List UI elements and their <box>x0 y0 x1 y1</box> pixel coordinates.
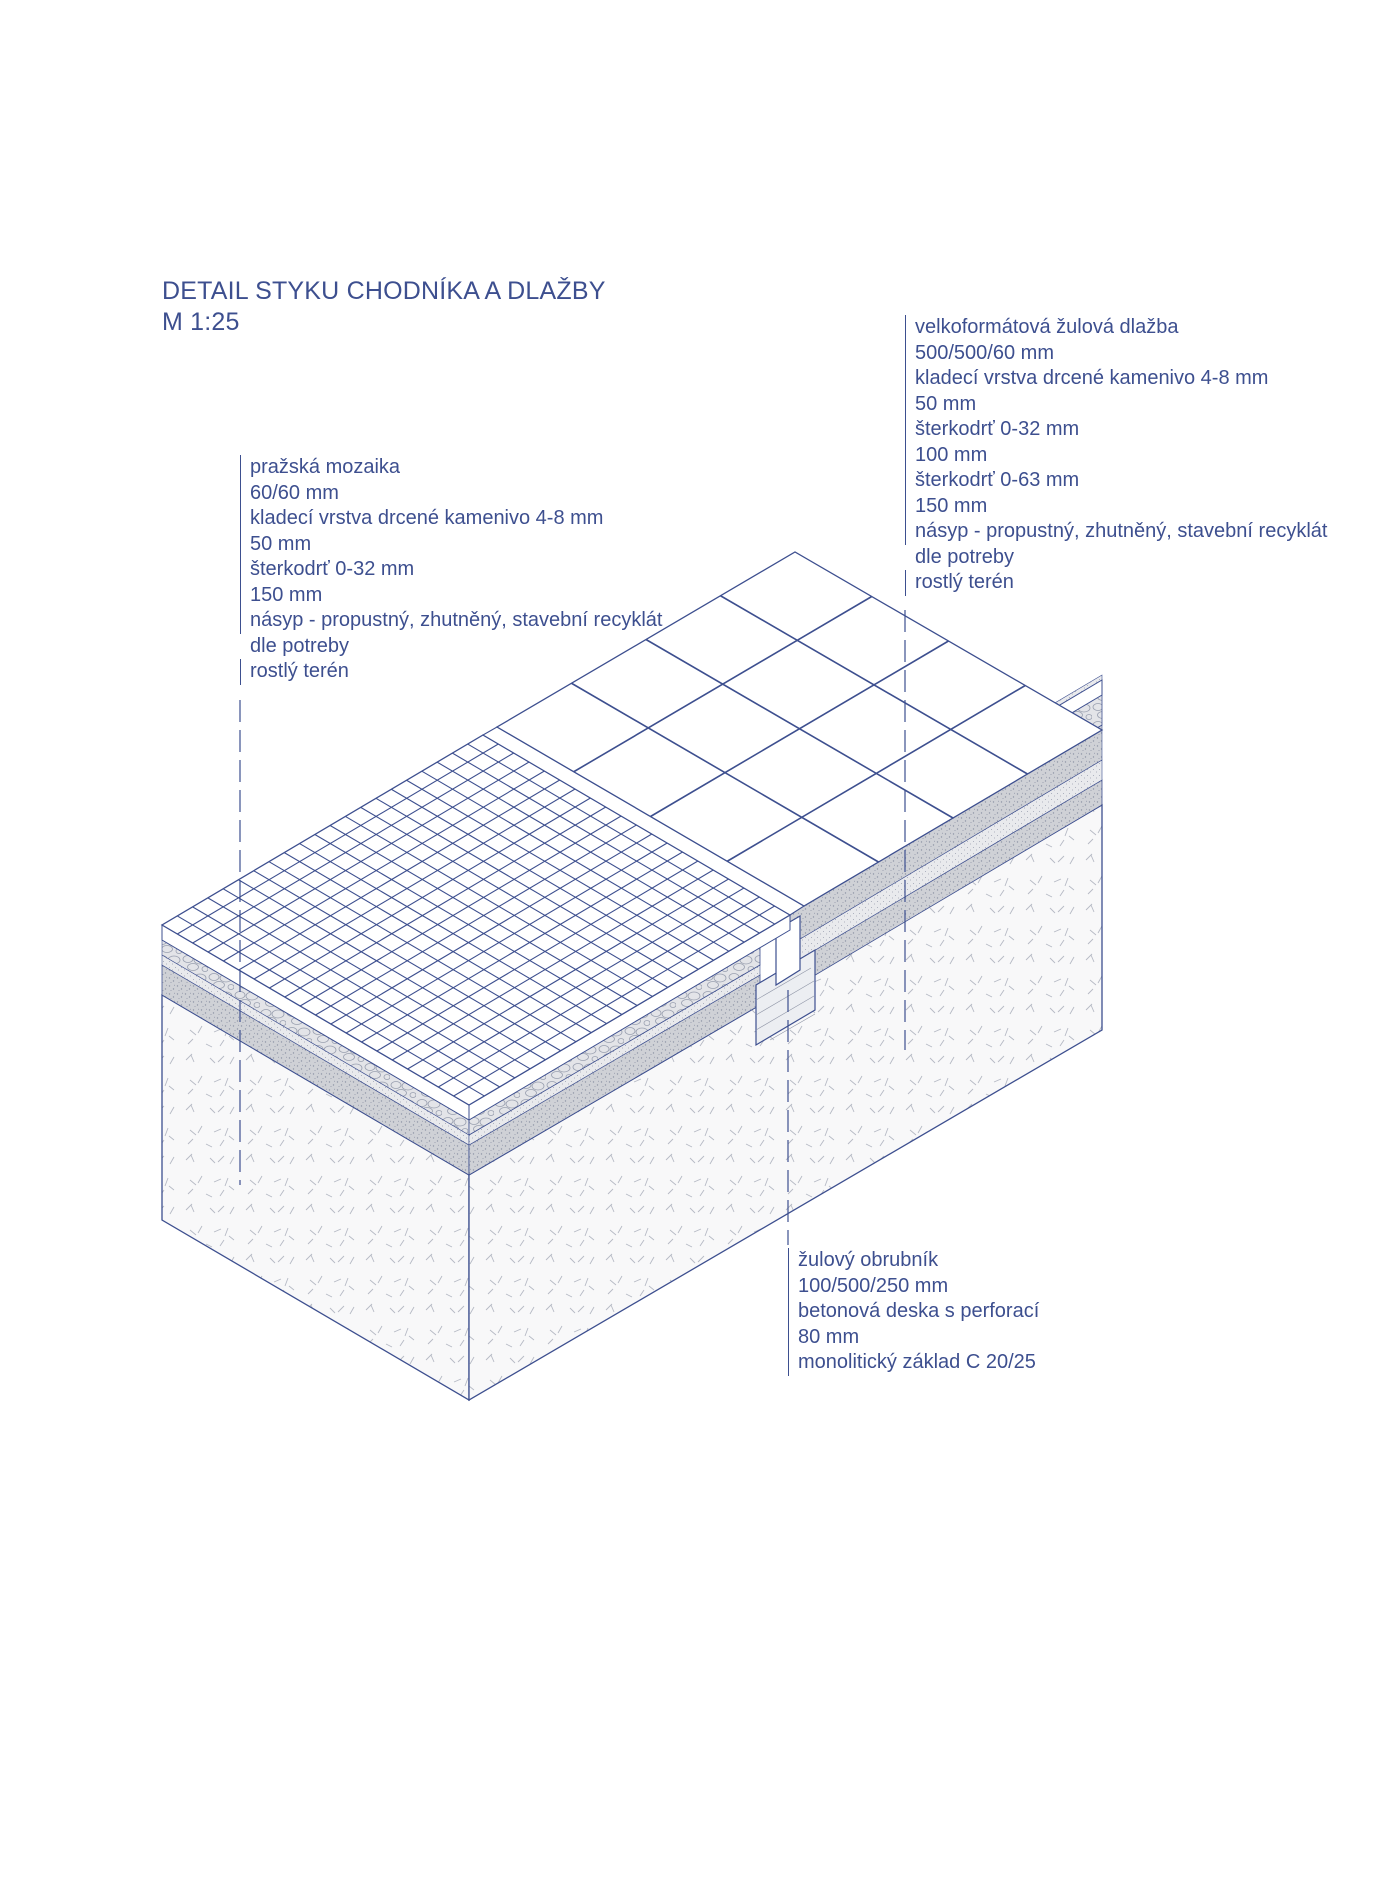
callout-right-line: šterkodrť 0-63 mm <box>905 468 1327 494</box>
callout-bottom-line: monolitický základ C 20/25 <box>788 1350 1039 1376</box>
callout-right-line: 100 mm <box>905 443 1327 469</box>
callout-left-line: 50 mm <box>240 532 662 558</box>
title-line-1: DETAIL STYKU CHODNÍKA A DLAŽBY <box>162 277 606 305</box>
callout-right-line: velkoformátová žulová dlažba <box>905 315 1327 341</box>
callout-bottom-line: 100/500/250 mm <box>788 1274 1039 1300</box>
callout-left-line: násyp - propustný, zhutněný, stavební recyklát <box>240 608 662 634</box>
callout-left-line: pražská mozaika <box>240 455 662 481</box>
callout-left-line: 150 mm <box>240 583 662 609</box>
callout-left-line: dle potreby <box>250 634 349 657</box>
callout-right-line: 500/500/60 mm <box>905 341 1327 367</box>
callout-right-line: dle potreby <box>915 545 1014 568</box>
callout-right-line: šterkodrť 0-32 mm <box>905 417 1327 443</box>
callout-right-line: násyp - propustný, zhutněný, stavební recyklát <box>905 519 1327 545</box>
callout-right-line: 150 mm <box>905 494 1327 520</box>
callout-right-line: kladecí vrstva drcené kamenivo 4-8 mm <box>905 366 1327 392</box>
callout-left-line: šterkodrť 0-32 mm <box>240 557 662 583</box>
callout-bottom-line: žulový obrubník <box>788 1248 1039 1274</box>
callout-left-line: kladecí vrstva drcené kamenivo 4-8 mm <box>240 506 662 532</box>
callout-bottom-line: betonová deska s perforací <box>788 1299 1039 1325</box>
callout-bottom-line: 80 mm <box>788 1325 1039 1351</box>
callout-right-line: 50 mm <box>905 392 1327 418</box>
callout-left-line: rostlý terén <box>240 659 662 685</box>
title-scale: M 1:25 <box>162 308 240 336</box>
callout-right-line: rostlý terén <box>905 570 1327 596</box>
callout-left-line: 60/60 mm <box>240 481 662 507</box>
